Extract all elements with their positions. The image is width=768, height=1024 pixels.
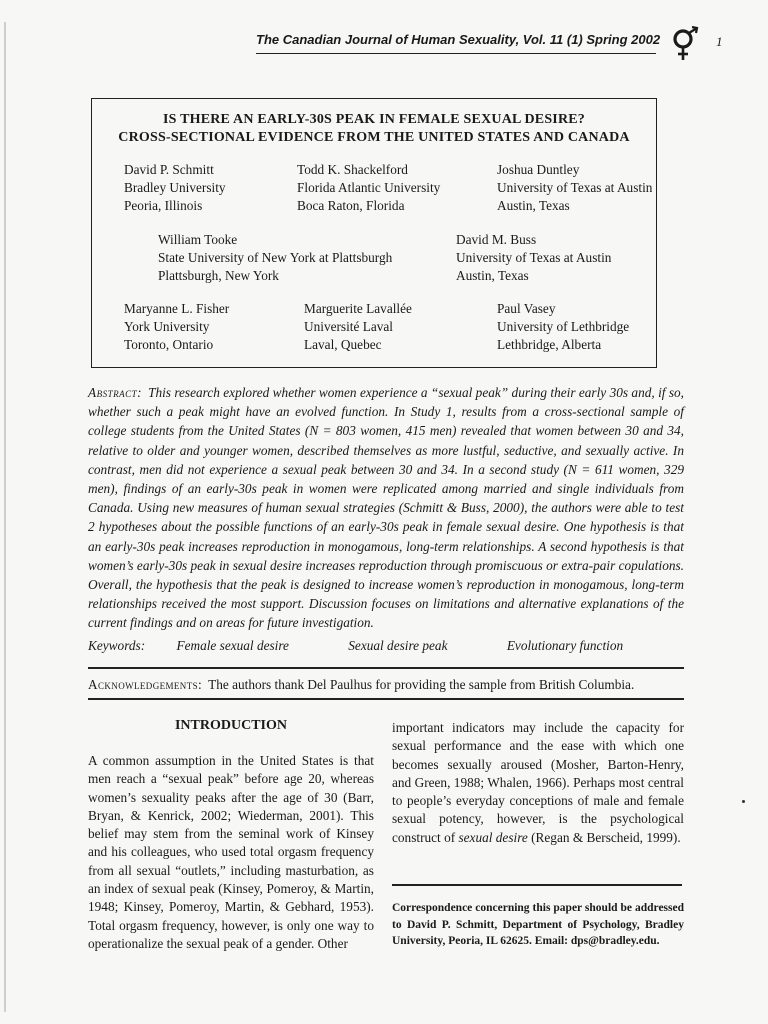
- author-block: [304, 300, 412, 354]
- body-column-left: A common assumption in the United States is that men reach a “sexual peak” before age 20, whereas women’s sexuality peaks after the age of 30 (Barr, Bryan, & Kenrick, 2002; Wiederman, 2001). This belief may stem from the seminal work of Kinsey and his colleagues, who used total orgasm frequency from all sexual “outlets,” including masturbation, as an index of sexual peak (Kinsey, Pomeroy, & Martin, 1948; Kinsey, Pomeroy, Martin, & Gebhard, 1953). Total orgasm frequency, however, is only one way to operationalize the sexual peak of a gender. Other: [88, 753, 374, 951]
- keywords-label: Keywords:: [88, 638, 146, 653]
- keyword: Female sexual desire: [176, 638, 289, 653]
- body-text: (Regan & Berscheid, 1999).: [531, 829, 681, 845]
- page-number: 1: [716, 34, 723, 49]
- author-block: [497, 300, 629, 354]
- keyword: Sexual desire peak: [348, 638, 448, 653]
- author-affiliation: State University of New York at Plattsburgh: [158, 250, 393, 265]
- keyword: Evolutionary function: [506, 638, 624, 653]
- author-name: Maryanne L. Fisher: [124, 301, 230, 316]
- body-text: important indicators may include the capacity for sexual performance and the ease with which one becomes sexually aroused (Mosher, Barton-Henry, and Green, 1988; Whalen, 1966). Perhaps most central to people’s everyday conceptions of male and female sexual potency, however, is the psychological construct of: [392, 720, 684, 845]
- header-rule: [256, 53, 656, 54]
- author-affiliation: University of Lethbridge: [497, 319, 630, 334]
- title-line-2: CROSS-SECTIONAL EVIDENCE FROM THE UNITED STATES AND CANADA: [118, 130, 630, 145]
- author-affiliation: University of Texas at Austin: [456, 250, 612, 265]
- author-affiliation: Florida Atlantic University: [297, 180, 441, 195]
- author-name: William Tooke: [158, 232, 238, 247]
- author-location: Plattsburgh, New York: [158, 268, 279, 283]
- author-name: Todd K. Shackelford: [297, 162, 408, 177]
- author-name: Marguerite Lavallée: [304, 301, 412, 316]
- author-affiliation: Bradley University: [124, 180, 226, 195]
- title-line-1: IS THERE AN EARLY-30S PEAK IN FEMALE SEXUAL DESIRE?: [162, 112, 586, 127]
- author-name: David P. Schmitt: [124, 162, 214, 177]
- acknowledgements-text: The authors thank Del Paulhus for providing the sample from British Columbia.: [208, 677, 635, 692]
- introduction-heading: INTRODUCTION: [174, 718, 287, 733]
- author-name: David M. Buss: [456, 232, 537, 247]
- body-column-right: [392, 719, 684, 847]
- section-rule: [88, 667, 684, 669]
- author-location: Toronto, Ontario: [124, 337, 214, 352]
- acknowledgements-label: Acknowledgements:: [88, 677, 203, 692]
- scan-edge-mark: [4, 22, 6, 1012]
- body-text-emphasis: sexual desire: [458, 829, 528, 845]
- title-box: [91, 98, 657, 368]
- author-location: Laval, Quebec: [304, 337, 382, 352]
- author-name: Joshua Duntley: [497, 162, 580, 177]
- author-location: Lethbridge, Alberta: [497, 337, 602, 352]
- abstract: [88, 383, 684, 633]
- section-rule: [88, 698, 684, 700]
- footnote-rule: [392, 884, 682, 886]
- author-block: [158, 231, 392, 285]
- author-block: [297, 161, 440, 215]
- author-block: [456, 231, 611, 285]
- correspondence-note: Correspondence concerning this paper should be addressed to David P. Schmitt, Department of Psychology, Bradley University, Peoria, IL 62625. Email: dps@bradley.edu.: [392, 902, 684, 948]
- venus-symbol-icon: [670, 26, 700, 62]
- author-location: Austin, Texas: [456, 268, 529, 283]
- author-affiliation: Université Laval: [304, 319, 393, 334]
- author-block: [497, 161, 652, 215]
- author-location: Austin, Texas: [497, 198, 570, 213]
- author-affiliation: York University: [124, 319, 210, 334]
- author-location: Boca Raton, Florida: [297, 198, 405, 213]
- author-affiliation: University of Texas at Austin: [497, 180, 653, 195]
- abstract-label: Abstract:: [88, 385, 143, 400]
- journal-header: The Canadian Journal of Human Sexuality, Vol. 11 (1) Spring 2002: [256, 32, 661, 47]
- author-location: Peoria, Illinois: [124, 198, 203, 213]
- keywords: [88, 638, 684, 654]
- scan-speck: [742, 800, 745, 803]
- acknowledgements: [88, 677, 684, 693]
- author-block: [124, 300, 229, 354]
- author-block: [124, 161, 226, 215]
- abstract-text: This research explored whether women experience a “sexual peak” during their early 30s and, if so, whether such a peak might have an evolved function. In Study 1, results from a cross-sectional sample of college students from the United States (N = 803 women, 415 men) revealed that women between 30 and 34, relative to older and younger women, described themselves as more lustful, seductive, and sexually active. In contrast, men did not experience a sexual peak between 30 and 34. In a second study (N = 611 women, 329 men), findings of an early-30s peak in women were replicated among married and single individuals from Canada. Using new measures of human sexual strategies (Schmitt & Buss, 2000), the authors were able to test 2 hypotheses about the possible functions of an early-30s peak in female sexual desire. One hypothesis is that an early-30s peak increases reproduction in monogamous, long-term relationships. A second hypothesis is that women’s early-30s peak in sexual desire increases reproduction through promiscuous or extra-pair copulations. Overall, the hypothesis that the peak is designed to increase women’s reproduction in monogamous, long-term relationships received the most support. Discussion focuses on limitations and alternative explanations of the current findings and on areas for future investigation.: [88, 385, 684, 631]
- author-name: Paul Vasey: [497, 301, 556, 316]
